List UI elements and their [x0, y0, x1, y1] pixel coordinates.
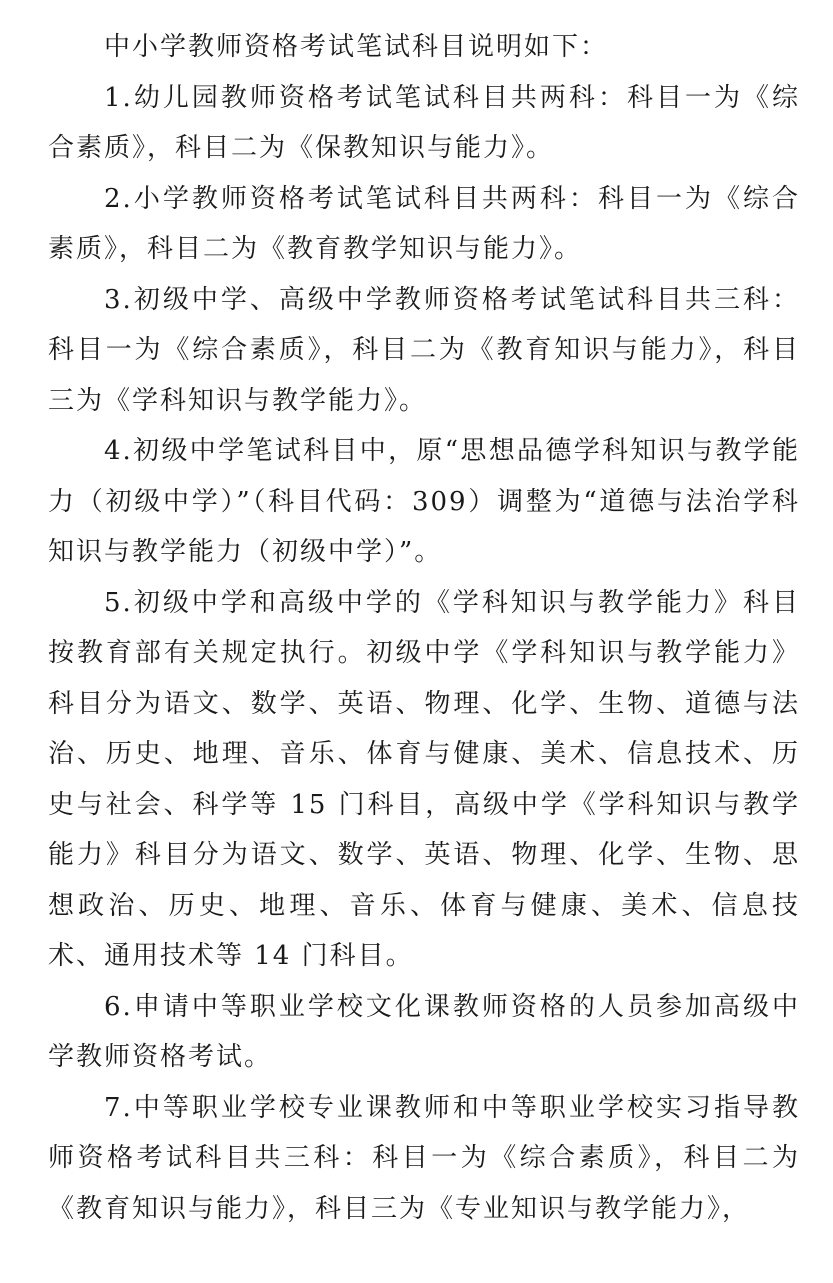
- paragraph-1: 1.幼儿园教师资格考试笔试科目共两科：科目一为《综合素质》，科目二为《保教知识与能力》。: [48, 82, 800, 163]
- document-body: [48, 22, 800, 1234]
- paragraph-6: 6.申请中等职业学校文化课教师资格的人员参加高级中学教师资格考试。: [48, 991, 800, 1072]
- paragraph-7: 7.中等职业学校专业课教师和中等职业学校实习指导教师资格考试科目共三科：科目一为《综合素质》，科目二为《教育知识与能力》，科目三为《专业知识与教学能力》，: [48, 1092, 800, 1224]
- paragraph-2: 2.小学教师资格考试笔试科目共两科：科目一为《综合素质》，科目二为《教育教学知识与能力》。: [48, 183, 800, 264]
- paragraph-3: 3.初级中学、高级中学教师资格考试笔试科目共三科：科目一为《综合素质》，科目二为《教育知识与能力》，科目三为《学科知识与教学能力》。: [48, 284, 800, 416]
- paragraph-5: 5.初级中学和高级中学的《学科知识与教学能力》科目按教育部有关规定执行。初级中学《学科知识与教学能力》科目分为语文、数学、英语、物理、化学、生物、道德与法治、历史、地理、音乐、体育与健康、美术、信息技术、历史与社会、科学等 15 门科目，高级中学《学科知识与教学能力》科目分为语文、数学、英语、物理、化学、生物、思想政治、历史、地理、音乐、体育与健康、美术、信息技术、通用技术等 14 门科目。: [48, 587, 800, 971]
- intro-heading: 中小学教师资格考试笔试科目说明如下：: [104, 32, 609, 62]
- paragraph-4: 4.初级中学笔试科目中，原“思想品德学科知识与教学能力（初级中学）”（科目代码：309）调整为“道德与法治学科知识与教学能力（初级中学）”。: [48, 436, 800, 567]
